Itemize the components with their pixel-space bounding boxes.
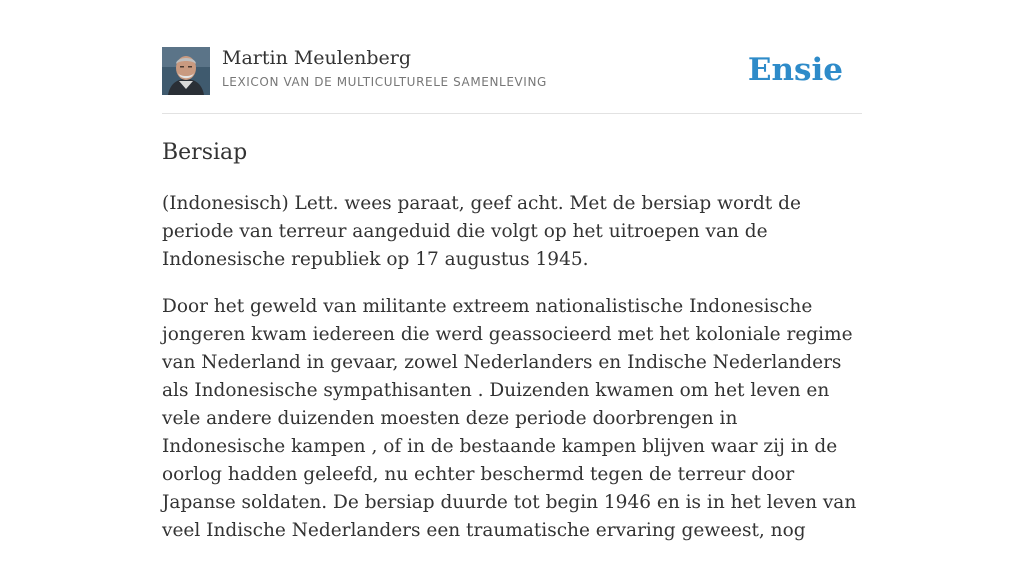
paragraph-1: (Indonesisch) Lett. wees paraat, geef acht. Met de bersiap wordt de periode van terreur aangeduid die volgt op het uitroepen van de Indonesische republiek op 17 augustus 1945. xyxy=(162,193,801,270)
ensie-logo[interactable]: Ensie xyxy=(747,52,843,88)
lexicon-subtitle[interactable]: LEXICON VAN DE MULTICULTURELE SAMENLEVING xyxy=(222,75,547,89)
author-avatar[interactable] xyxy=(162,47,210,95)
author-photo-icon xyxy=(162,47,210,95)
paragraph-2: Door het geweld van militante extreem nationalistische Indonesische jongeren kwam iedereen die werd geassocieerd met het koloniale regime van Nederland in gevaar, zowel Nederlanders en Indische Nederlanders als Indonesische sympathisanten . Duizenden kwamen om het leven en vele andere duizenden moesten deze periode doorbrengen in Indonesische kampen , of in de bestaande kampen blijven waar zij in de oorlog hadden geleefd, nu echter beschermd tegen de terreur door Japanse soldaten. De bersiap duurde tot begin 1946 en is in het leven van veel Indische Nederlanders een traumatische ervaring geweest, nog xyxy=(162,296,857,541)
article-body xyxy=(162,190,862,564)
article-header xyxy=(162,46,862,96)
article-title: Bersiap xyxy=(162,140,248,165)
article-page xyxy=(162,0,862,541)
author-name[interactable]: Martin Meulenberg xyxy=(222,47,411,69)
header-divider xyxy=(162,113,862,114)
